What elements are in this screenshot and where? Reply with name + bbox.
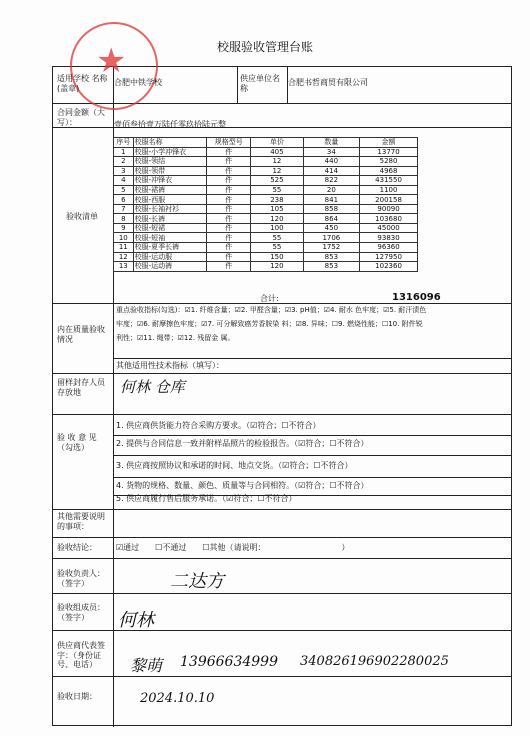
responsible-signature: 二达方 [170,571,224,592]
table-cell: 校服-夏季长裤 [133,243,207,253]
table-cell: 150 [251,252,303,262]
table-cell: 864 [303,214,359,224]
table-cell: 238 [251,195,303,205]
table-row [114,166,418,176]
table-cell: 件 [207,166,251,176]
row-line [53,414,511,415]
table-cell: 校服-冲锋衣 [133,176,207,186]
table-cell: 校服-运动服 [133,252,207,262]
table-row [114,185,418,195]
table-cell: 414 [303,166,359,176]
quality-line-1: 重点验收指标(勾选)：☑1. 纤维含量；☑2. 甲醛含量；☑3. pH值；☑4. 耐水 色牢度；☑5. 耐汗渍色 [116,306,427,314]
total-value: 1316096 [392,292,441,303]
sample-signature: 何林 仓库 [120,378,185,396]
table-cell: 校服-长袖衬衫 [133,204,207,214]
table-row [114,176,418,186]
table-cell: 55 [251,243,303,253]
table-cell: 件 [207,147,251,157]
supplier-rep-phone: 13966634999 [180,654,278,670]
table-cell: 20 [303,185,359,195]
opinion-inner-line [113,435,511,436]
quality-other: 其他适用性技术指标（填写）： [116,361,224,370]
table-cell: 1100 [360,185,418,195]
table-cell: 525 [251,176,303,186]
row-line [53,593,511,594]
table-row [114,223,418,233]
table-row [114,262,418,272]
table-cell: 431550 [360,176,418,186]
row-line [53,303,511,304]
table-cell: 2 [114,157,134,167]
table-cell: 100 [251,223,303,233]
table-cell: 90090 [360,204,418,214]
quality-inner-line [113,358,511,359]
table-cell: 件 [207,252,251,262]
contract-value: 壹佰叁拾壹万陆仟零玖拾陆元整 [114,120,226,129]
table-row [114,233,418,243]
table-cell: 校服-裙裤 [133,185,207,195]
table-row [114,214,418,224]
table-cell: 120 [251,214,303,224]
table-cell: 10 [114,233,134,243]
conclusion-value: ☑通过 ☐不通过 ☐其他（请说明： ） [116,543,350,552]
table-cell: 120 [251,262,303,272]
supplier-rep-id: 340826196902280025 [300,654,449,669]
responsible-label: 验收负责人：（签字） [57,569,105,588]
table-cell: 105 [251,204,303,214]
header-cell: 金额 [360,138,418,148]
table-cell: 9 [114,223,134,233]
table-cell: 12 [114,252,134,262]
table-cell: 55 [251,233,303,243]
quality-line-2: 牢度；☑6. 耐摩擦色牢度；☑7. 可分解致癌芳香胺染 料；☑8. 异味；☐9. 燃烧性能；☐10. 附件锐 [116,320,423,328]
quality-label: 内在质量验收情况 [57,325,105,344]
other-notes-label: 其他需要说明的事项： [57,512,105,531]
table-cell: 858 [303,204,359,214]
date-value: 2024.10.10 [140,691,215,706]
table-cell: 校服-小学冲锋衣 [133,147,207,157]
date-label: 验收日期： [57,692,97,701]
table-row [114,147,418,157]
table-cell: 件 [207,204,251,214]
header-divider-line [237,67,238,103]
total-label: 合计: [260,294,279,303]
page-title: 校服验收管理台账 [216,40,313,54]
table-cell: 102360 [360,262,418,272]
table-cell: 103680 [360,214,418,224]
opinion-item-2: 2. 提供与合同信息一致并附样品照片的检验报告。（☑符合；☐不符合） [116,439,369,448]
table-cell: 件 [207,157,251,167]
table-cell: 件 [207,233,251,243]
table-cell: 件 [207,195,251,205]
supplier-value: 合肥书哲商贸有限公司 [288,78,368,87]
table-row [114,243,418,253]
table-cell: 6 [114,195,134,205]
row-line [53,537,511,538]
opinion-item-4: 4. 货物的规格、数量、颜色、质量等与合同相符。（☑符合；☐不符合） [116,481,369,490]
supplier-rep-label: 供应商代表签字：（身份证号、电话） [57,641,105,670]
table-cell: 96360 [360,243,418,253]
table-cell: 1752 [303,243,359,253]
table-cell: 件 [207,214,251,224]
table-cell: 5 [114,185,134,195]
acceptance-list-label: 验收清单 [66,212,98,221]
table-cell: 校服-领带 [133,166,207,176]
table-cell: 4 [114,176,134,186]
table-cell: 4968 [360,166,418,176]
table-cell: 55 [251,185,303,195]
table-row [114,157,418,167]
quality-line-3: 利性；☑11. 绳带；☑12. 残留金 属。 [116,334,235,342]
table-cell: 93830 [360,233,418,243]
table-cell: 7 [114,204,134,214]
table-cell: 12 [251,166,303,176]
table-header-row [114,138,418,148]
sample-label: 留样封存人员存放地 [57,378,105,397]
school-value: 合肥中铁学校 [114,78,162,87]
opinion-item-5: 5. 供应商履行售后服务承诺。（☑符合；☐不符合） [116,494,297,503]
opinion-label: 验 收 意 见（勾选） [57,433,97,452]
opinion-inner-line [113,455,511,456]
table-cell: 件 [207,223,251,233]
member-signature: 何林 [118,610,154,631]
table-cell: 11 [114,243,134,253]
items-table [113,137,418,272]
supplier-label: 供应单位名 称 [240,74,280,93]
table-cell: 822 [303,176,359,186]
table-cell: 45000 [360,223,418,233]
table-cell: 405 [251,147,303,157]
table-cell: 13770 [360,147,418,157]
opinion-item-3: 3. 供应商按照协议和承诺的时间、地点交货。（☑符合；☐不符合） [116,461,353,470]
contract-label: 合同金额（大写）： [57,108,105,127]
table-row [114,204,418,214]
table-cell: 200158 [360,195,418,205]
table-cell: 853 [303,262,359,272]
table-cell: 5280 [360,157,418,167]
table-row [114,252,418,262]
table-cell: 8 [114,214,134,224]
row-line [53,373,511,374]
member-label: 验收组成员：（签字） [57,603,105,622]
table-cell: 127950 [360,252,418,262]
table-cell: 34 [303,147,359,157]
header-cell: 序号 [114,138,134,148]
header-cell: 校服名称 [133,138,207,148]
table-cell: 13 [114,262,134,272]
table-cell: 校服-短裙 [133,223,207,233]
row-line [53,558,511,559]
table-cell: 件 [207,185,251,195]
opinion-inner-line [113,477,511,478]
table-cell: 校服-西服 [133,195,207,205]
conclusion-label: 验收结论： [57,543,97,552]
table-cell: 校服-运动裤 [133,262,207,272]
table-cell: 853 [303,252,359,262]
header-cell: 规格型号 [207,138,251,148]
table-row [114,195,418,205]
table-cell: 1 [114,147,134,157]
table-cell: 件 [207,262,251,272]
header-cell: 数量 [303,138,359,148]
opinion-item-1: 1. 供应商供货能力符合采购方要求。（☑符合；☐不符合） [116,421,321,430]
header-cell: 单价 [251,138,303,148]
school-label: 适用学校 名称(盖章) [57,74,108,93]
table-cell: 件 [207,243,251,253]
table-cell: 440 [303,157,359,167]
row-line [53,509,511,510]
table-cell: 12 [251,157,303,167]
table-cell: 1706 [303,233,359,243]
table-cell: 校服-长裤 [133,214,207,224]
table-cell: 450 [303,223,359,233]
table-cell: 件 [207,176,251,186]
table-cell: 校服-领结 [133,157,207,167]
table-cell: 校服-短袖 [133,233,207,243]
table-cell: 841 [303,195,359,205]
table-cell: 3 [114,166,134,176]
supplier-rep-signature: 黎萌 [130,656,163,675]
official-seal [70,22,158,110]
row-line [53,676,511,677]
